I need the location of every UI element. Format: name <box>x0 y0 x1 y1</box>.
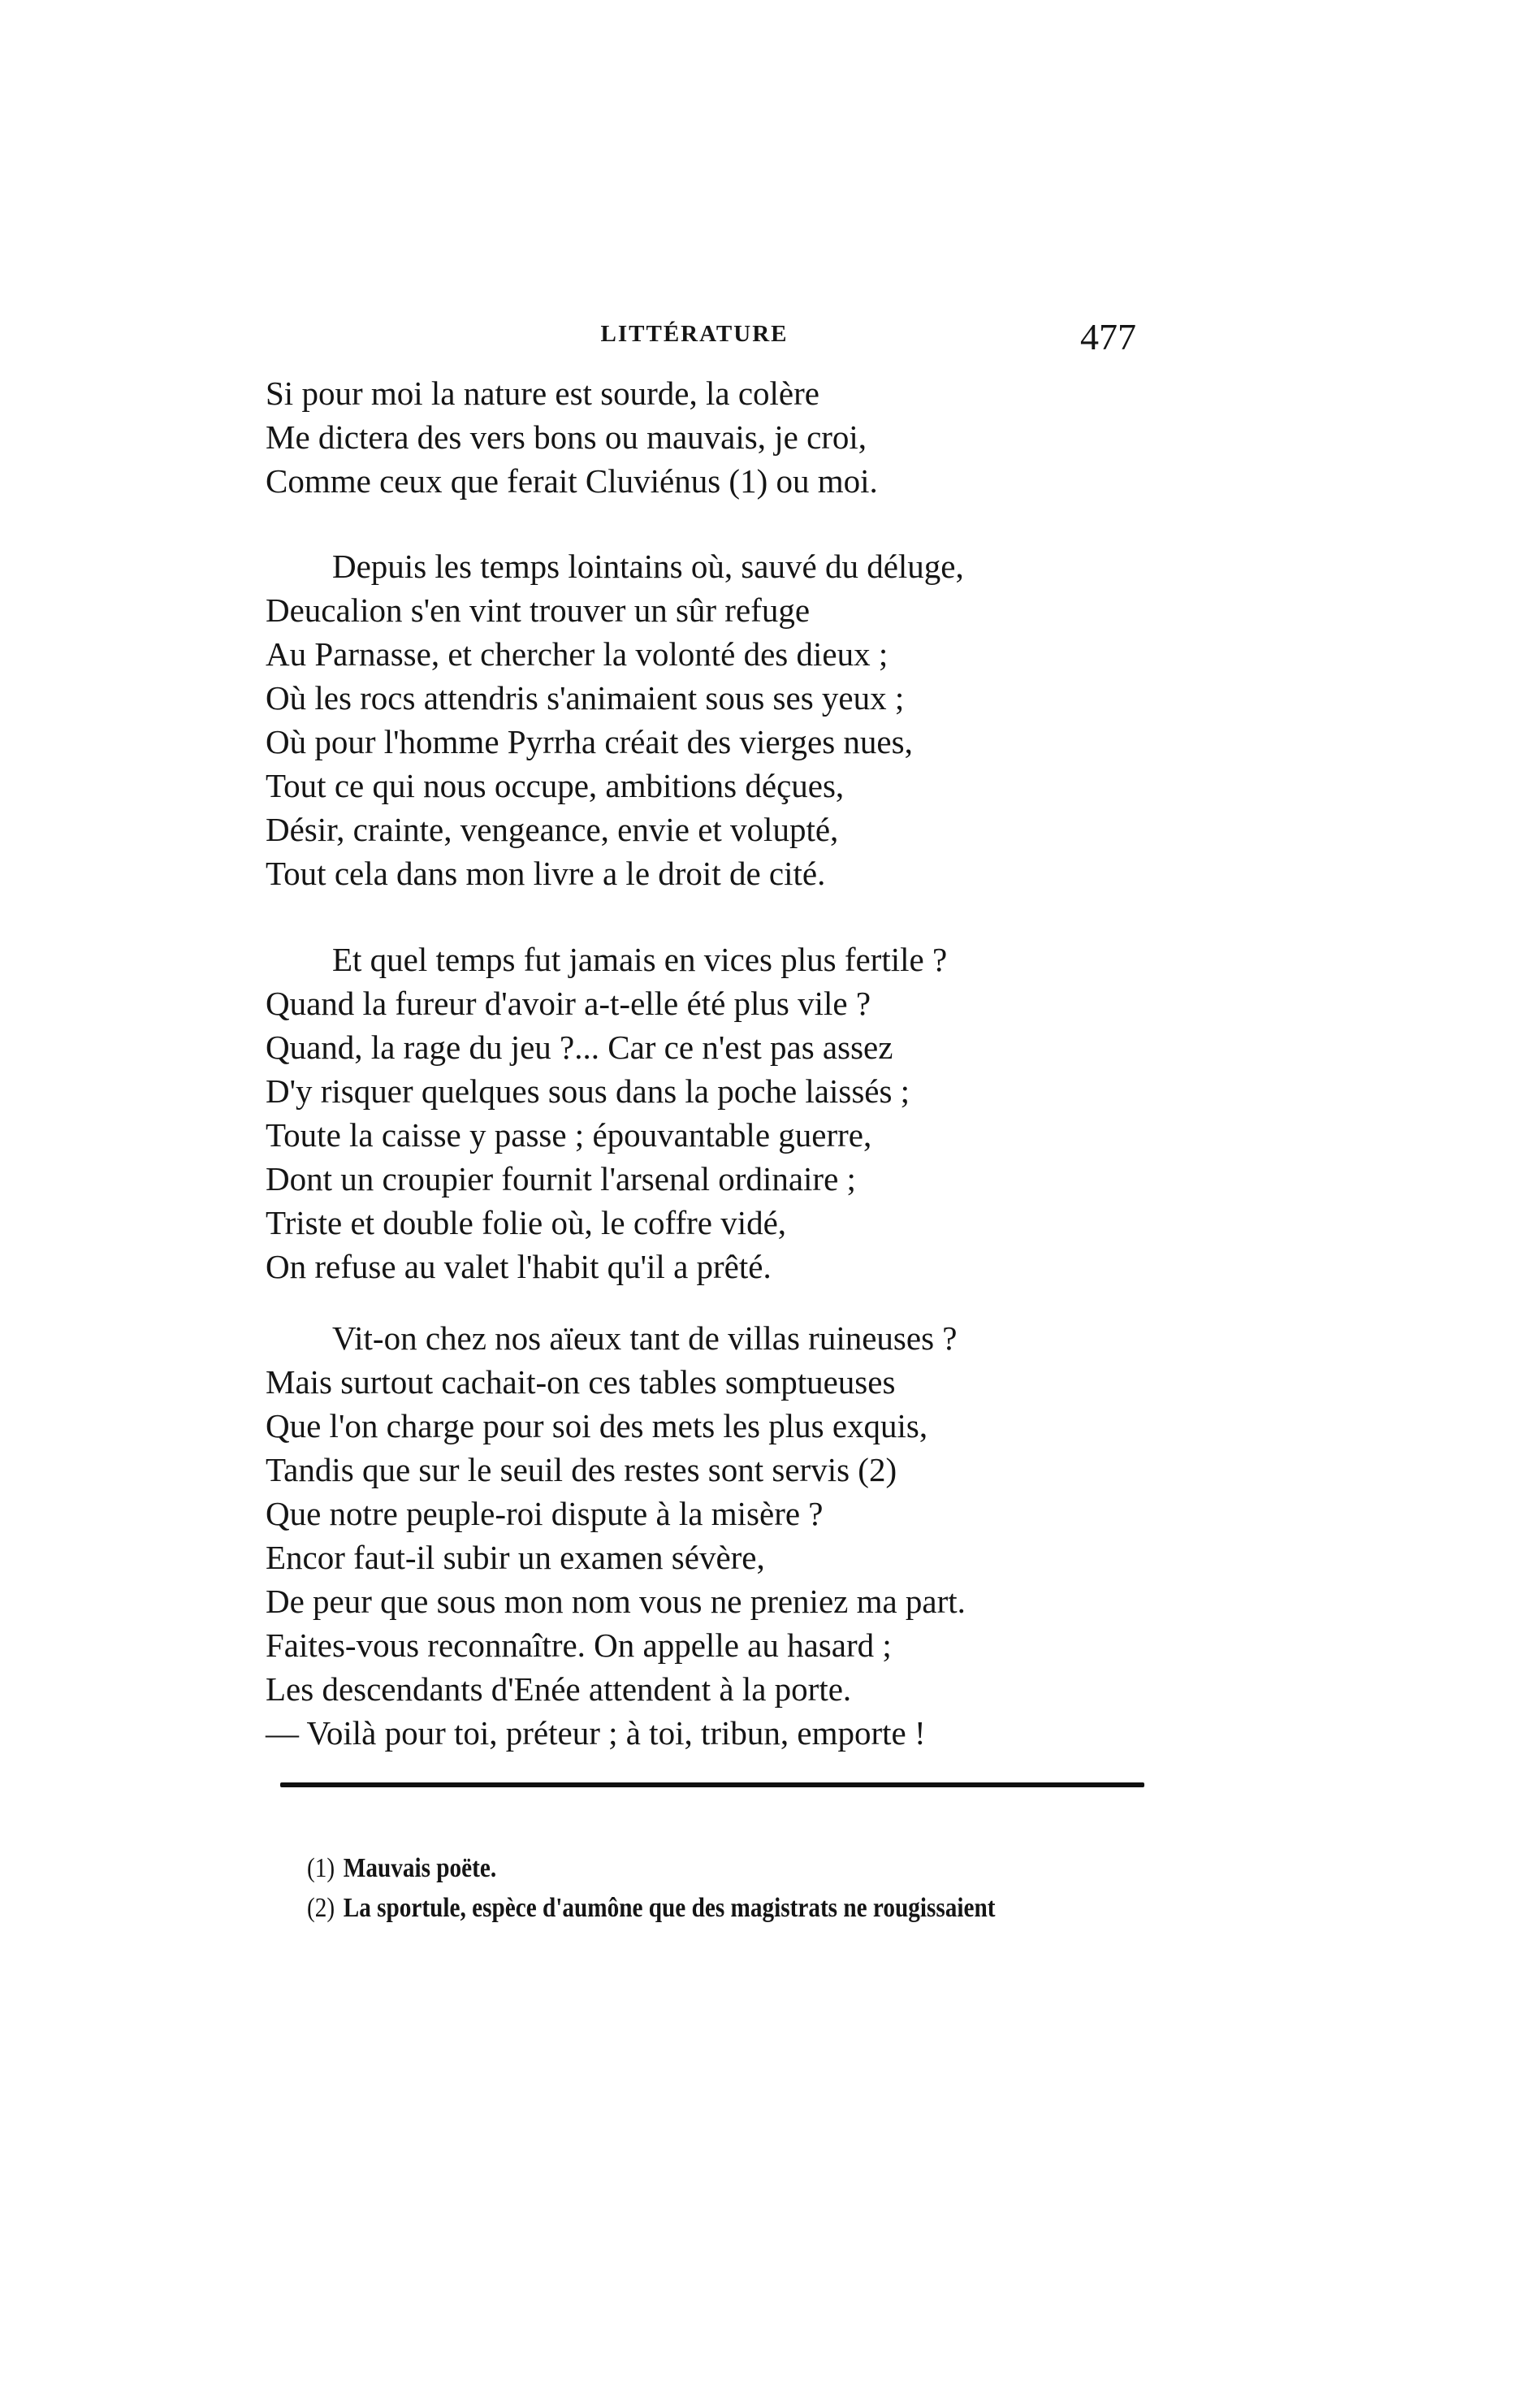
verse-line: Vit-on chez nos aïeux tant de villas ruineuses ? <box>332 1319 958 1357</box>
footnote-text: La sportule, espèce d'aumône que des magistrats ne rougissaient <box>343 1893 996 1923</box>
verse-line: Mais surtout cachait-on ces tables somptueuses <box>266 1363 896 1401</box>
footnote-text: Mauvais poëte. <box>343 1853 497 1883</box>
verse-line: Tout ce qui nous occupe, ambitions déçues, <box>266 767 845 804</box>
verse-line: Désir, crainte, vengeance, envie et volupté, <box>266 811 839 848</box>
stanza-3 <box>266 938 947 1288</box>
verse-line: Tandis que sur le seuil des restes sont servis (2) <box>266 1451 897 1488</box>
verse-line: Triste et double folie où, le coffre vidé, <box>266 1204 787 1241</box>
verse-line: Comme ceux que ferait Cluviénus (1) ou moi. <box>266 462 878 500</box>
verse-line: Depuis les temps lointains où, sauvé du déluge, <box>332 548 964 585</box>
verse-line: Si pour moi la nature est sourde, la colère <box>266 375 819 412</box>
stanza-4 <box>266 1316 966 1755</box>
stanza-1 <box>266 371 878 503</box>
verse-line: Quand la fureur d'avoir a-t-elle été plus vile ? <box>266 985 871 1022</box>
footnote-marker: (1) <box>307 1853 335 1883</box>
verse-line: Que notre peuple-roi dispute à la misère ? <box>266 1495 824 1532</box>
verse-line: Les descendants d'Enée attendent à la porte. <box>266 1670 852 1708</box>
verse-line: Encor faut-il subir un examen sévère, <box>266 1539 765 1576</box>
running-title: LITTÉRATURE <box>600 321 789 347</box>
verse-line: Au Parnasse, et chercher la volonté des dieux ; <box>266 635 889 673</box>
verse-line: Tout cela dans mon livre a le droit de cité. <box>266 855 826 892</box>
verse-line: Dont un croupier fournit l'arsenal ordinaire ; <box>266 1160 856 1198</box>
verse-line: Toute la caisse y passe ; épouvantable guerre, <box>266 1116 872 1154</box>
verse-line: Faites-vous reconnaître. On appelle au hasard ; <box>266 1626 892 1664</box>
footnotes <box>307 1848 1107 1928</box>
verse-line: Où pour l'homme Pyrrha créait des vierges nues, <box>266 723 913 760</box>
footnote-1 <box>307 1848 995 1888</box>
page-number: 477 <box>1080 316 1136 357</box>
footnote-marker: (2) <box>307 1893 335 1923</box>
verse-line: Et quel temps fut jamais en vices plus fertile ? <box>332 941 948 978</box>
verse-line: D'y risquer quelques sous dans la poche laissés ; <box>266 1072 910 1110</box>
verse-line: Que l'on charge pour soi des mets les plus exquis, <box>266 1407 928 1444</box>
verse-line: On refuse au valet l'habit qu'il a prêté. <box>266 1248 772 1285</box>
verse-line: Où les rocs attendris s'animaient sous ses yeux ; <box>266 679 905 717</box>
stanza-2 <box>266 544 964 895</box>
verse-line: De peur que sous mon nom vous ne preniez ma part. <box>266 1583 966 1620</box>
verse-line: — Voilà pour toi, préteur ; à toi, tribun, emporte ! <box>266 1714 926 1752</box>
verse-line: Me dictera des vers bons ou mauvais, je croi, <box>266 418 867 456</box>
verse-line: Quand, la rage du jeu ?... Car ce n'est pas assez <box>266 1029 893 1066</box>
footnote-separator-rule <box>280 1782 1144 1787</box>
footnote-2 <box>307 1888 995 1928</box>
verse-line: Deucalion s'en vint trouver un sûr refuge <box>266 591 811 629</box>
